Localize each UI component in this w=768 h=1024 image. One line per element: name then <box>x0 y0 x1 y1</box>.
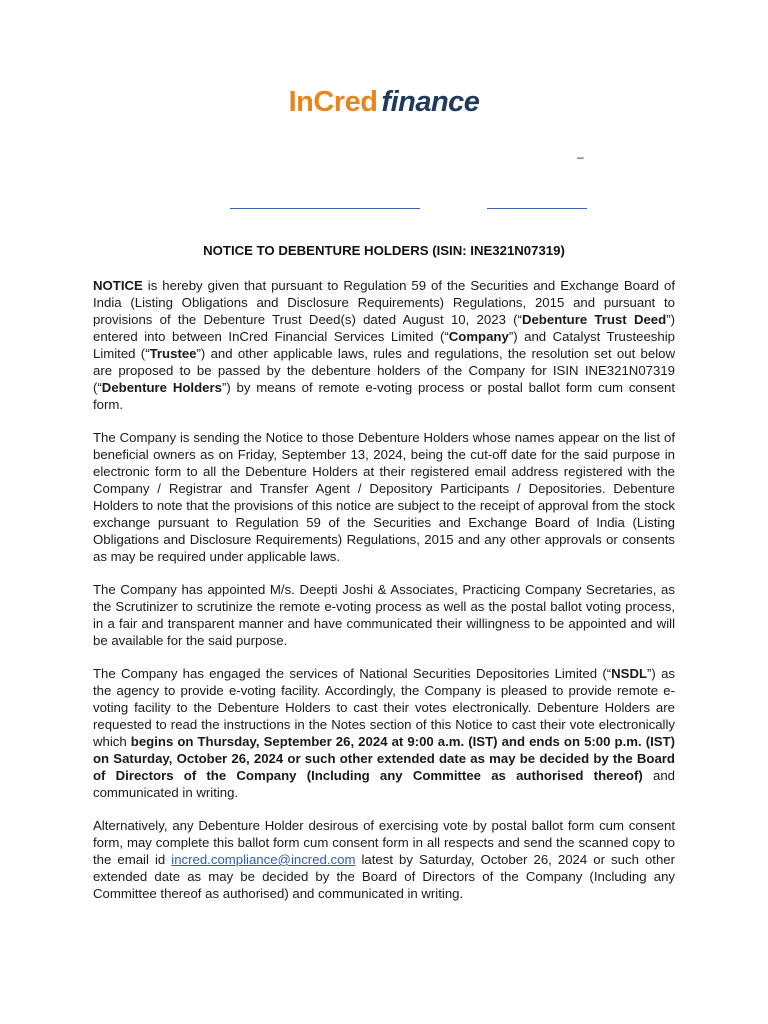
hyperlink-underline-right[interactable] <box>487 208 587 209</box>
bold-notice: NOTICE <box>93 278 143 293</box>
text-run: and communicated in writing. <box>93 768 675 800</box>
bold-voting-period: begins on Thursday, September 26, 2024 at 9:00 a.m. (IST) and ends on 5:00 p.m. (IST) on Saturday, October 26, 2024 or such other extended date as may be decided by the Board of Directors of the Company (Including any Committee as authorised thereof) <box>93 734 675 783</box>
paragraph-notice-intro <box>93 277 675 413</box>
text-run: The Company has engaged the services of National Securities Depositories Limited (“ <box>93 666 612 681</box>
text-run: ”) entered into between InCred Financial Services Limited (“ <box>93 312 675 344</box>
bold-debenture-holders: Debenture Holders <box>101 380 222 395</box>
text-run: ”) and other applicable laws, rules and regulations, the resolution set out below are proposed to be passed by the debenture holders of the Company for ISIN INE321N07319 (“ <box>93 346 675 395</box>
hyperlink-underline-left[interactable] <box>230 208 420 209</box>
bold-trustee: Trustee <box>149 346 197 361</box>
notice-body <box>93 277 675 918</box>
bold-nsdl: NSDL <box>611 666 648 681</box>
paragraph-cutoff-date: The Company is sending the Notice to those Debenture Holders whose names appear on the list of beneficial owners as on Friday, September 13, 2024, being the cut-off date for the said purpose in electronic form to all the Debenture Holders at their registered email address registered with the Company / Registrar and Transfer Agent / Depository Participants / Depositories. Debenture Holders to note that the provisions of this notice are subject to the receipt of approval from the stock exchange pursuant to Regulation 59 of the Securities and Exchange Board of India (Listing Obligations and Disclosure Requirements) Regulations, 2015 and any other approvals or consents as may be required under applicable laws. <box>93 430 675 564</box>
text-run: ”) as the agency to provide e-voting facility. Accordingly, the Company is pleased to provide remote e-voting facility to the Debenture Holders to cast their votes electronically. Debenture Holders are requested to read the instructions in the Notes section of this Notice to cast their vote electronically which <box>93 666 675 749</box>
text-run: Alternatively, any Debenture Holder desirous of exercising vote by postal ballot form cum consent form, may complete this ballot form cum consent form in all respects and send the scanned copy to the email id <box>93 818 675 867</box>
notice-title: NOTICE TO DEBENTURE HOLDERS (ISIN: INE321N07319) <box>203 243 565 258</box>
text-run: ”) and Catalyst Trusteeship Limited (“ <box>93 329 675 361</box>
bold-company: Company <box>448 329 509 344</box>
logo-product-text: finance <box>381 86 480 118</box>
incred-finance-logo <box>0 86 768 119</box>
header-dash: – <box>577 150 584 164</box>
paragraph-scrutinizer: The Company has appointed M/s. Deepti Joshi & Associates, Practicing Company Secretaries, as the Scrutinizer to scrutinize the remote e-voting process as well as the postal ballot voting process, in a fair and transparent manner and have communicated their willingness to be appointed and will be available for the said purpose. <box>93 582 675 648</box>
paragraph-postal-ballot <box>93 817 675 902</box>
paragraph-e-voting <box>93 665 675 801</box>
text-run: latest by Saturday, October 26, 2024 or such other extended date as may be decided by the Board of Directors of the Company (Including any Committee thereof as authorised) and communicated in writing. <box>93 852 676 901</box>
logo-brand-text: InCred <box>288 86 378 118</box>
compliance-email-link[interactable]: incred.compliance@incred.com <box>171 852 356 867</box>
bold-debenture-trust-deed: Debenture Trust Deed <box>521 312 667 327</box>
text-run: ”) by means of remote e-voting process or postal ballot form cum consent form. <box>93 380 676 412</box>
text-run: is hereby given that pursuant to Regulation 59 of the Securities and Exchange Board of India (Listing Obligations and Disclosure Requirements) Regulations, 2015 and pursuant to provisions of the Debenture Trust Deed(s) dated August 10, 2023 (“ <box>93 278 675 327</box>
